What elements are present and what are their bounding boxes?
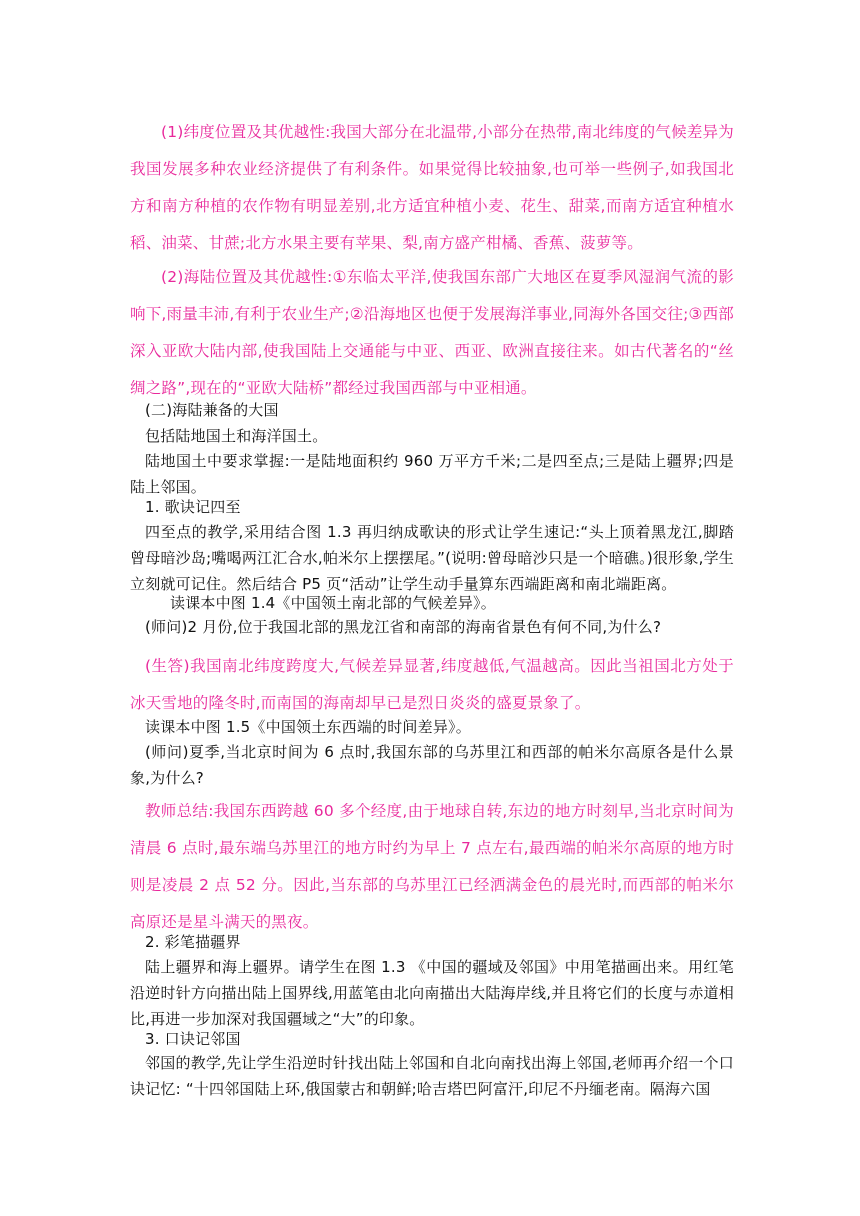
paragraph-student-answer: (生答)我国南北纬度跨度大,气候差异显著,纬度越低,气温越高。因此当祖国北方处于冰天雪地的隆冬时,而南国的海南却早已是烈日炎炎的盛夏景象了。 bbox=[130, 657, 734, 712]
subheading-borders: 2. 彩笔描疆界 bbox=[145, 933, 241, 951]
paragraph-read-fig-1-5: 读课本中图 1.5《中国领土东西端的时间差异》。 bbox=[145, 718, 471, 736]
paragraph-latitude: (1)纬度位置及其优越性:我国大部分在北温带,小部分在热带,南北纬度的气候差异为我国发展多种农业经济提供了有利条件。如果觉得比较抽象,也可举一些例子,如我国北方和南方种植的农作物有明显差别,北方适宜种植小麦、花生、甜菜,而南方适宜种植水稻、油菜、甘蔗;北方水果主要有苹果、梨,南方盛产柑橘、香蕉、菠萝等。 bbox=[130, 123, 734, 252]
paragraph-land-territory: 陆地国土中要求掌握:一是陆地面积约 960 万平方千米;二是四至点;三是陆上疆界;四是陆上邻国。 bbox=[130, 452, 734, 496]
paragraph-territory: 包括陆地国土和海洋国土。 bbox=[145, 427, 328, 445]
paragraph-sea-land: (2)海陆位置及其优越性:①东临太平洋,使我国东部广大地区在夏季风湿润气流的影响下,雨量丰沛,有利于农业生产;②沿海地区也便于发展海洋事业,同海外各国交往;③西部深入亚欧大陆内部,使我国陆上交通能与中亚、西亚、欧洲直接往来。如古代著名的“丝绸之路”,现在的“亚欧大陆桥”都经过我国西部与中亚相通。 bbox=[130, 268, 734, 397]
paragraph-teacher-question-1: (师问)2 月份,位于我国北部的黑龙江省和南部的海南省景色有何不同,为什么? bbox=[145, 618, 662, 636]
paragraph-teacher-question-2: (师问)夏季,当北京时间为 6 点时,我国东部的乌苏里江和西部的帕米尔高原各是什么景象,为什么? bbox=[130, 743, 734, 787]
paragraph-four-points-teaching: 四至点的教学,采用结合图 1.3 再归纳成歌诀的形式让学生速记:“头上顶着黑龙江,脚踏曾母暗沙岛;嘴喝两江汇合水,帕米尔上摆摆尾。”(说明:曾母暗沙只是一个暗礁。)很形象,学生立刻就可记住。然后结合 P5 页“活动”让学生动手量算东西端距离和南北端距离。 bbox=[130, 523, 734, 593]
paragraph-read-fig-1-4: 读课本中图 1.4《中国领土南北部的气候差异》。 bbox=[170, 594, 496, 612]
paragraph-teacher-summary: 教师总结:我国东西跨越 60 多个经度,由于地球自转,东边的地方时刻早,当北京时间为清晨 6 点时,最东端乌苏里江的地方时约为早上 7 点左右,最西端的帕米尔高原的地方时则是凌晨 2 点 52 分。因此,当东部的乌苏里江已经洒满金色的晨光时,而西部的帕米尔高原还是星斗满天的黑夜。 bbox=[130, 802, 734, 931]
paragraph-neighbors: 邻国的教学,先让学生沿逆时针找出陆上邻国和自北向南找出海上邻国,老师再介绍一个口诀记忆: “十四邻国陆上环,俄国蒙古和朝鲜;哈吉塔巴阿富汗,印尼不丹缅老南。隔海六国 bbox=[130, 1054, 734, 1098]
subheading-neighbors: 3. 口诀记邻国 bbox=[145, 1030, 241, 1048]
subheading-four-points: 1. 歌诀记四至 bbox=[145, 498, 241, 516]
paragraph-borders: 陆上疆界和海上疆界。请学生在图 1.3 《中国的疆域及邻国》中用笔描画出来。用红笔沿逆时针方向描出陆上国界线,用蓝笔由北向南描出大陆海岸线,并且将它们的长度与赤道相比,再进一步加深对我国疆域之“大”的印象。 bbox=[130, 958, 734, 1028]
section-heading-land-sea: (二)海陆兼备的大国 bbox=[145, 401, 279, 419]
